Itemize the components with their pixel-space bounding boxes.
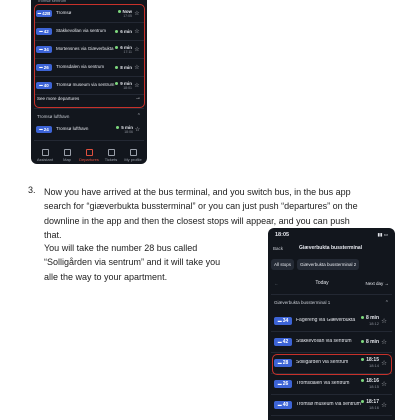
bottom-navigation: [31, 144, 147, 164]
line-number: 24: [43, 126, 49, 132]
live-dot-icon: [361, 340, 364, 343]
nav-tab[interactable]: [101, 149, 121, 162]
departure-time: [361, 399, 379, 410]
nav-tab-label: My profile: [124, 157, 142, 162]
assistant-icon: [42, 149, 49, 156]
time-sub: 18:12: [368, 321, 379, 326]
arrow-right-icon: →: [135, 95, 141, 101]
chevron-up-icon: ⌃: [136, 113, 141, 119]
star-icon[interactable]: ☆: [381, 401, 387, 409]
line-number: 40: [43, 82, 49, 88]
bus-icon: ▬: [37, 11, 42, 15]
nav-tab[interactable]: [35, 149, 55, 162]
paragraph-line: “Solligården via sentrum” and it will take you: [44, 257, 221, 268]
line-number: 34: [43, 46, 49, 52]
departure-time: [116, 125, 133, 134]
paragraph-line: alle the way to your apartment.: [44, 271, 168, 282]
bus-icon: ▬: [39, 29, 43, 33]
destination: Tromsø: [56, 10, 72, 16]
nav-tab[interactable]: [79, 149, 99, 162]
time-sub: 18:14: [368, 363, 379, 368]
star-icon[interactable]: ☆: [134, 82, 140, 89]
line-badge: [274, 338, 292, 346]
line-number: 26: [43, 64, 49, 70]
section-title: Tromsø lufthavn: [37, 113, 70, 119]
nav-tab-label: Departures: [79, 157, 99, 162]
phone-screenshot-terminal: [268, 228, 395, 420]
time-main: 18:16: [366, 378, 379, 384]
title-bar: [268, 243, 395, 253]
time-main: 6 min: [120, 44, 132, 50]
paragraph-line: search for “giæverbukta bussterminal” or you can just push “departures” on the: [44, 201, 358, 212]
time-sub: 18:16: [368, 405, 379, 410]
nav-tab-label: Map: [63, 157, 71, 162]
bus-icon: ▬: [277, 402, 282, 407]
destination: Stakkevollan via sentrum: [296, 338, 352, 344]
bus-icon: ▬: [277, 381, 282, 386]
time-main: 8 min: [120, 64, 132, 70]
next-day-button[interactable]: Next day →: [365, 280, 389, 286]
step-paragraph-2: [44, 241, 254, 284]
line-badge: [274, 401, 292, 409]
bus-icon: ▬: [277, 360, 282, 365]
live-dot-icon: [116, 126, 119, 129]
star-icon[interactable]: ☆: [134, 28, 140, 35]
step-number: 3.: [28, 185, 36, 195]
nav-tab-label: Assistant: [36, 157, 54, 162]
time-main: 6 min: [120, 28, 132, 34]
tickets-icon: [108, 149, 115, 156]
live-dot-icon: [361, 400, 364, 403]
line-number: 42: [43, 28, 49, 34]
bus-icon: ▬: [39, 65, 43, 69]
star-icon[interactable]: ☆: [381, 359, 387, 367]
profile-icon: [130, 149, 137, 156]
time-main: Now: [122, 8, 132, 14]
bus-icon: ▬: [277, 339, 282, 344]
destination: Tromsdalen via sentrum: [56, 64, 105, 70]
paragraph-line: that.: [44, 229, 62, 240]
today-label: Today: [315, 280, 329, 286]
time-main: 8 min: [365, 315, 379, 321]
destination: Tromsø museum via sentrum: [296, 401, 361, 407]
signal-battery-icon: ▮▮ ▭: [377, 232, 388, 237]
destination: Tromsø lufthavn: [56, 126, 89, 132]
nav-tab-label: Tickets: [104, 157, 118, 162]
line-badge: [274, 380, 292, 388]
chevron-up-icon: ⌃: [384, 299, 389, 306]
line-number: 42: [282, 338, 289, 345]
line-number: 40: [282, 401, 289, 408]
departure-row[interactable]: [268, 395, 395, 414]
departure-row[interactable]: [268, 332, 395, 351]
day-switcher: [268, 277, 395, 289]
destination: Mortensnes via Giæverbukta: [56, 46, 114, 52]
line-number: 26: [282, 380, 289, 387]
star-icon[interactable]: ☆: [381, 338, 387, 346]
time-sub: 17:05: [123, 13, 132, 18]
live-dot-icon: [361, 379, 364, 382]
time-main: 8 min: [365, 338, 379, 345]
time-main: 18:17: [366, 399, 379, 405]
chip-all-stops[interactable]: All stops: [271, 259, 294, 270]
see-more-label: See more departures: [37, 95, 80, 101]
line-number: 28: [282, 359, 289, 366]
bus-icon: ▬: [39, 127, 43, 131]
time-sub: 18:15: [368, 384, 379, 389]
departure-time: [361, 315, 379, 326]
departure-row-airport[interactable]: [31, 122, 147, 136]
paragraph-line: You will take the number 28 bus called: [44, 243, 198, 253]
time-main: 5 min: [121, 124, 133, 130]
departure-row[interactable]: [268, 374, 395, 393]
status-bar: [268, 231, 395, 239]
back-button[interactable]: Back: [273, 245, 284, 251]
destination: Fagereng via Giæverbukta: [296, 317, 356, 323]
destination: Tromsdalen via sentrum: [296, 380, 350, 386]
star-icon[interactable]: ☆: [381, 380, 387, 388]
departures-icon: [86, 149, 93, 156]
bus-icon: ▬: [39, 47, 43, 51]
line-number: 42B: [42, 10, 51, 16]
paragraph-line: Now you have arrived at the bus terminal, and you switch bus, in the bus app: [44, 187, 351, 197]
star-icon[interactable]: ☆: [134, 10, 140, 17]
star-icon[interactable]: ☆: [381, 317, 387, 325]
time-sub: 18:06: [124, 129, 133, 134]
live-dot-icon: [361, 316, 364, 319]
star-icon[interactable]: ☆: [134, 46, 140, 53]
line-number: 34: [282, 317, 289, 324]
destination: Stakkevollan via sentrum: [56, 28, 107, 34]
page-title: Giæverbukta bussterminal: [299, 245, 363, 251]
map-icon: [64, 149, 71, 156]
paragraph-line: downline in the app and then the closest stops will appear, and you can push: [44, 215, 350, 226]
section-title: Giæverbukta bussterminal 1: [274, 300, 331, 305]
section-airport[interactable]: [31, 112, 147, 120]
line-badge: [274, 317, 292, 325]
destination: Tromsø museum via sentrum: [56, 82, 115, 88]
time-sub: 18:01: [123, 85, 132, 90]
time-sub: 17:11: [123, 49, 132, 54]
previous-day-button[interactable]: ←: [274, 280, 279, 286]
star-icon[interactable]: ☆: [134, 126, 141, 133]
bus-icon: ▬: [277, 318, 282, 323]
red-highlight-box: [272, 354, 392, 375]
departure-row[interactable]: [268, 311, 395, 330]
departure-time: [361, 378, 379, 389]
nav-tab[interactable]: [123, 149, 143, 162]
see-more-departures-link[interactable]: [31, 93, 147, 103]
departure-time: [361, 339, 379, 345]
nav-tab[interactable]: [57, 149, 77, 162]
section-terminal-1[interactable]: [268, 298, 395, 307]
time-main: 18:15: [366, 357, 379, 363]
line-badge: [36, 126, 52, 133]
chip-terminal-2[interactable]: Giæverbukta bussterminal 2: [297, 259, 359, 270]
status-time: 18:05: [275, 232, 290, 238]
star-icon[interactable]: ☆: [134, 64, 140, 71]
header-partial-text: Tromsø sentrum: [37, 0, 67, 3]
destination: Solligården via sentrum: [296, 359, 349, 365]
chip-bar: [268, 257, 395, 271]
time-main: 9 min: [120, 80, 132, 86]
bus-icon: ▬: [39, 83, 43, 87]
phone-screenshot-departures: [31, 0, 147, 164]
